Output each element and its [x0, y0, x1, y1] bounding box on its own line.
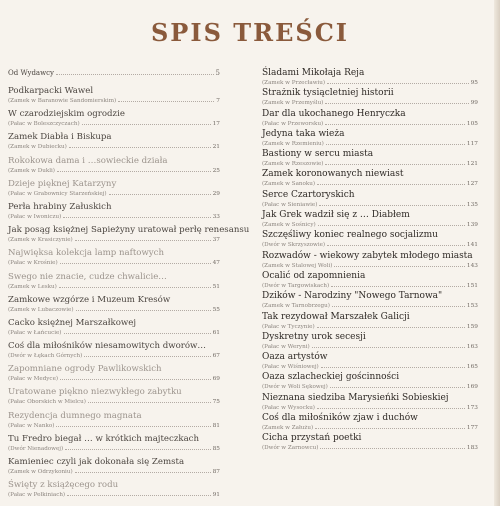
toc-entry-location: (Pałac w Grabownicy Starzeńskiej)	[8, 190, 107, 197]
page-title: SPIS TREŚCI	[150, 18, 350, 47]
toc-page-number: 143	[466, 262, 478, 269]
toc-entry-location: (Pałac w Tyczynie)	[262, 323, 315, 330]
toc-page-number: 99	[470, 100, 478, 107]
toc-page-number: 81	[212, 422, 220, 429]
toc-left-column	[8, 68, 250, 503]
toc-entry[interactable]	[262, 372, 478, 392]
toc-entry-title: Bastiony w sercu miasta	[262, 149, 374, 160]
toc-entry-title: Rezydencja dumnego magnata	[8, 410, 142, 421]
toc-entry-title: Strażnik tysiącletniej historii	[262, 88, 394, 99]
toc-page-number: 163	[466, 343, 478, 350]
toc-entry[interactable]	[8, 202, 220, 225]
toc-entry-location: (Pałac w Łańcucie)	[8, 329, 62, 336]
toc-entry-location: (Zamek w Rzeszowie)	[262, 161, 324, 168]
toc-page-number: 141	[466, 242, 478, 249]
toc-entry-title: Podkarpacki Wawel	[8, 86, 94, 96]
toc-right-column	[262, 68, 478, 454]
leader-dots	[60, 379, 211, 380]
toc-entry-title: Swego nie znacie, cudze chwalicie…	[8, 271, 167, 282]
toc-entry-title: Perła hrabiny Załuskich	[8, 201, 112, 212]
leader-dots	[334, 266, 464, 267]
toc-entry-title: Coś dla miłośników zjaw i duchów	[262, 413, 418, 424]
toc-entry-location: (Zamek w Rzemieniu)	[262, 140, 324, 147]
toc-entry-location: (Zamek w Odrzykoniu)	[8, 469, 73, 475]
toc-entry[interactable]	[262, 109, 478, 129]
toc-entry-title: Uratowane piękno niezwykłego zabytku	[8, 387, 182, 398]
toc-entry[interactable]	[262, 393, 478, 413]
toc-entry-location: (Zamek w Przecławiu)	[262, 80, 326, 86]
leader-dots	[82, 124, 211, 125]
toc-page-number: 85	[212, 445, 220, 452]
toc-page-number: 177	[466, 425, 478, 432]
toc-entry[interactable]	[8, 248, 220, 271]
leader-dots	[327, 83, 469, 84]
toc-entry-title: Dyskretny urok secesji	[262, 331, 366, 342]
leader-dots	[330, 387, 465, 388]
toc-page-number: 91	[212, 492, 220, 499]
toc-page-number: 169	[466, 384, 478, 391]
toc-entry[interactable]	[262, 210, 478, 230]
leader-dots	[319, 205, 465, 206]
toc-entry-location: (Zamek w Tarnobrzegu)	[262, 303, 330, 310]
toc-page-number: 121	[466, 161, 478, 168]
toc-entry-title: Oaza szlacheckiej gościnności	[262, 372, 400, 383]
toc-entry-title: Tak rezydował Marszałek Galicji	[262, 311, 410, 322]
toc-entry-label: Od Wydawcy	[8, 69, 54, 77]
toc-entry-title: Oaza artystów	[262, 352, 328, 363]
toc-entry-location: (Pałac w Krośnie)	[8, 260, 58, 267]
toc-entry[interactable]	[262, 251, 478, 271]
toc-entry-location: (Pałac w Pełkiniach)	[8, 492, 66, 499]
toc-entry-title: Święty z książęcego rodu	[8, 480, 119, 491]
toc-entry-title: W czarodziejskim ogrodzie	[8, 109, 125, 120]
toc-entry-location: (Zamek w Załużu)	[262, 425, 314, 432]
toc-page-number: 55	[212, 306, 220, 313]
toc-entry[interactable]	[262, 88, 478, 108]
toc-entry-title: Tu Fredro biegał … w krótkich majteczkach	[8, 433, 200, 444]
leader-dots	[88, 402, 211, 403]
toc-entry-title: Rokokowa dama i …sowieckie działa	[8, 155, 168, 166]
toc-entry-title: Zamek Diabła i Biskupa	[8, 132, 112, 143]
toc-entry-title: Najwięksa kolekcja lamp naftowych	[8, 248, 165, 259]
toc-page-number: 159	[466, 323, 478, 330]
toc-entry[interactable]	[8, 457, 220, 480]
toc-entry[interactable]	[8, 387, 220, 410]
toc-entry-location: (Dwór w Targowiskach)	[262, 282, 330, 289]
toc-entry[interactable]	[8, 411, 220, 434]
toc-entry-title: Jak Grek wadził się z … Diabłem	[262, 210, 410, 221]
toc-entry-location: (Dwór w Woli Sękowej)	[262, 384, 328, 391]
leader-dots	[76, 310, 211, 311]
toc-entry-location: (Zamek w Dukli)	[8, 167, 55, 174]
leader-dots	[332, 306, 465, 307]
toc-entry-title: Nieznana siedziba Marysieńki Sobieskiej	[262, 392, 449, 403]
leader-dots	[325, 164, 464, 165]
leader-dots	[318, 225, 465, 226]
toc-page-number: 5	[215, 69, 220, 77]
toc-entry[interactable]	[262, 149, 478, 169]
leader-dots	[331, 286, 465, 287]
toc-entry-location: (Zamek w Lubaczowie)	[8, 306, 74, 313]
toc-entry[interactable]	[8, 272, 220, 295]
toc-entry-location: (Dwór w Łękach Górnych)	[8, 353, 83, 360]
leader-dots	[325, 103, 468, 104]
toc-page-number: 105	[466, 120, 478, 127]
toc-page-number: 69	[212, 376, 220, 383]
leader-dots	[64, 333, 211, 334]
toc-entry-title: Coś dla miłośników niesamowitych dworów…	[8, 341, 206, 352]
leader-dots	[109, 194, 211, 195]
toc-page-number: 127	[466, 181, 478, 188]
toc-entry[interactable]	[262, 169, 478, 189]
toc-entry-location: (Dwór Nienadowej)	[8, 445, 64, 452]
toc-entry-intro[interactable]	[8, 68, 220, 86]
leader-dots	[69, 147, 211, 148]
toc-entry[interactable]	[8, 341, 220, 364]
toc-entry-title: Dzieje pięknej Katarzyny	[8, 178, 117, 189]
toc-entry-location: (Pałac w Medyce)	[8, 376, 59, 383]
toc-entry[interactable]	[8, 109, 220, 132]
toc-entry[interactable]	[8, 480, 220, 503]
toc-entry-location: (Zamek w Sanoku)	[262, 181, 316, 188]
leader-dots	[317, 184, 465, 185]
toc-entry-location: (Zamek w Dubiecku)	[8, 144, 67, 151]
toc-entry[interactable]	[8, 364, 220, 387]
toc-page-number: 29	[212, 190, 220, 197]
toc-entry-title: Ocalić od zapomnienia	[262, 270, 366, 281]
toc-entry[interactable]	[262, 352, 478, 372]
toc-entry-title: Śladami Mikołaja Reja	[262, 68, 365, 78]
toc-entry-location: (Pałac Oborskich w Mielcu)	[8, 399, 86, 406]
leader-dots	[325, 124, 465, 125]
toc-entry-location: (Pałac w Przeworsku)	[262, 120, 324, 127]
leader-dots	[326, 144, 465, 145]
toc-entry-title: Serce Czartoryskich	[262, 189, 355, 200]
toc-page-number: 47	[212, 260, 220, 267]
toc-entry-title: Cicha przystań poetki	[262, 433, 362, 444]
toc-entry[interactable]	[262, 271, 478, 291]
toc-page-number: 7	[216, 98, 220, 104]
leader-dots	[315, 428, 465, 429]
toc-page-number: 67	[212, 353, 220, 360]
toc-page-number: 173	[466, 404, 478, 411]
leader-dots	[84, 356, 210, 357]
toc-page-number: 165	[466, 364, 478, 371]
toc-entry-location: (Dwór w Skrzyszowie)	[262, 242, 326, 249]
toc-entry-location: (Zamek w Baranowie Sandomierskim)	[8, 98, 117, 104]
toc-page-number: 61	[212, 329, 220, 336]
toc-page-number: 75	[212, 399, 220, 406]
toc-entry[interactable]	[262, 190, 478, 210]
leader-dots	[67, 495, 210, 496]
leader-dots	[65, 449, 210, 450]
leader-dots	[59, 287, 211, 288]
toc-entry-title: Rozwadów - wiekowy zabytek młodego miasta	[262, 250, 473, 261]
toc-entry[interactable]	[8, 156, 220, 179]
toc-page-number: 135	[466, 201, 478, 208]
toc-entry[interactable]	[8, 318, 220, 341]
toc-page-number: 21	[212, 144, 220, 151]
leader-dots	[118, 101, 214, 102]
toc-page-number: 51	[212, 283, 220, 290]
toc-entry-location: (Zamek w Stalowej Woli)	[262, 262, 333, 269]
toc-entry[interactable]	[8, 132, 220, 155]
toc-entry[interactable]	[262, 291, 478, 311]
leader-dots	[317, 408, 465, 409]
toc-entry[interactable]	[262, 413, 478, 433]
toc-entry-title: Zamek koronowanych niewiast	[262, 169, 404, 180]
leader-dots	[320, 448, 465, 449]
toc-page-number: 95	[470, 80, 478, 86]
leader-dots	[60, 263, 211, 264]
toc-entry-title: Kamieniec czyli jak dokonała się Zemsta	[8, 457, 185, 467]
toc-entry[interactable]	[8, 434, 220, 457]
toc-entry-location: (Zamek w Lesku)	[8, 283, 57, 290]
toc-entry-location: (Pałac w Weryni)	[262, 343, 310, 350]
toc-entry[interactable]	[8, 225, 250, 248]
toc-entry-location: (Zamek w Sośnicy)	[262, 222, 316, 229]
toc-entry-location: (Zamek w Przemyślu)	[262, 100, 324, 107]
leader-dots	[63, 217, 210, 218]
toc-entry-location: (Pałac w Nanko)	[8, 422, 55, 429]
toc-entry-location: (Dwór w Zarnowcu)	[262, 445, 319, 452]
toc-page-number: 25	[212, 167, 220, 174]
toc-entry-location: (Pałac w Sieniawie)	[262, 201, 318, 208]
leader-dots	[75, 240, 211, 241]
toc-entry-title: Szczęśliwy koniec realnego socjalizmu	[262, 230, 438, 241]
toc-entry-title: Zamkowe wzgórze i Muzeum Kresów	[8, 294, 171, 305]
toc-entry-location: (Pałac w Wiśniowej)	[262, 364, 319, 371]
leader-dots	[321, 367, 465, 368]
leader-dots	[312, 347, 465, 348]
toc-entry-location: (Zamek w Krasiczynie)	[8, 237, 73, 244]
toc-page-number: 17	[212, 121, 220, 128]
toc-entry[interactable]	[262, 129, 478, 149]
toc-entry-title: Dzików - Narodziny "Nowego Tarnowa"	[262, 291, 443, 302]
toc-page-number: 33	[212, 213, 220, 220]
leader-dots	[75, 472, 211, 473]
toc-entry-title: Zapomniane ogrody Pawlikowskich	[8, 364, 162, 375]
toc-entry[interactable]	[262, 433, 478, 453]
toc-page-number: 153	[466, 303, 478, 310]
toc-entry[interactable]	[262, 230, 478, 250]
toc-entry-title: Jedyna taka wieża	[262, 128, 345, 139]
toc-entry-title: Dar dla ukochanego Henryczka	[262, 108, 406, 119]
leader-dots	[317, 327, 465, 328]
toc-entry[interactable]	[8, 295, 220, 318]
toc-entry-location: (Pałac w Wysocku)	[262, 404, 315, 411]
toc-page-number: 183	[466, 445, 478, 452]
leader-dots	[56, 74, 214, 75]
toc-page-number: 151	[466, 282, 478, 289]
toc-entry-location: (Pałac w Boleszczyczach)	[8, 121, 80, 128]
toc-entry[interactable]	[262, 68, 478, 88]
toc-entry-title: Cacko księżnej Marszałkowej	[8, 317, 136, 328]
toc-page-number: 87	[212, 469, 220, 475]
toc-entry[interactable]	[262, 332, 478, 352]
toc-entry[interactable]	[8, 179, 220, 202]
leader-dots	[57, 171, 211, 172]
toc-entry[interactable]	[262, 312, 478, 332]
toc-page-number: 139	[466, 222, 478, 229]
toc-page-number: 37	[212, 237, 220, 244]
toc-page-number: 117	[466, 140, 478, 147]
leader-dots	[56, 426, 210, 427]
toc-entry[interactable]	[8, 86, 220, 109]
page-edge	[494, 0, 500, 506]
toc-entry-title: Jak posąg księżnej Sapieżyny uratował perłę renesansu	[8, 225, 250, 236]
toc-entry-location: (Pałac w Iwoniczu)	[8, 213, 62, 220]
leader-dots	[327, 245, 465, 246]
